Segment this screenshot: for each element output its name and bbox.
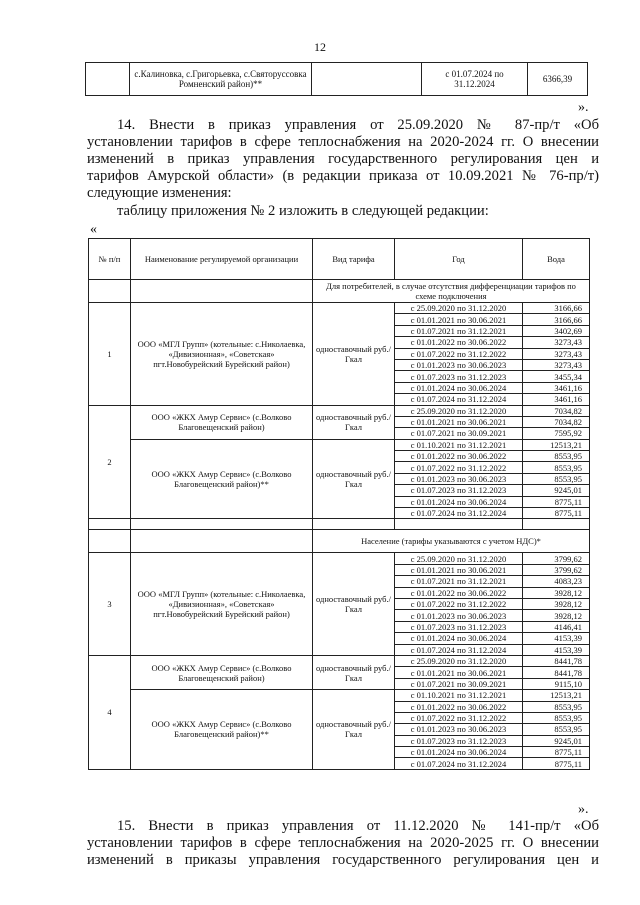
water-value-cell: 4153,39 [523,633,590,644]
tariff-table [88,238,590,770]
row-number: 3 [89,553,131,656]
section-heading-consumers: Для потребителей, в случае отсутствия дифференциации тарифов по схеме подключения [313,280,590,303]
period-cell: с 01.07.2021 по 31.12.2021 [395,325,523,336]
row-number: 4 [89,655,131,769]
period-cell: с 01.10.2021 по 31.12.2021 [395,690,523,701]
blank-cell [89,519,131,530]
water-value-cell: 12513,21 [523,690,590,701]
org-name: ООО «ЖКХ Амур Сервис» (с.Волково Благовещенский район)** [131,690,313,770]
section-row [89,280,590,303]
period-cell: с 01.01.2023 по 30.06.2023 [395,473,523,484]
period-cell: с 01.01.2021 по 30.06.2021 [395,416,523,427]
item14-line-3: изменений в приказ управления государственного регулирования цен и [87,151,599,167]
period-cell: с 01.01.2022 по 30.06.2022 [395,337,523,348]
water-value-cell: 3166,66 [523,314,590,325]
section-blank [131,280,313,303]
water-value-cell: 7595,92 [523,428,590,439]
item14-line-1: 14. Внести в приказ управления от 25.09.2020 № 87-пр/т «Об [117,117,599,133]
header-num: № п/п [89,239,131,280]
continued-table-fragment [85,62,588,96]
period-cell: с 01.01.2022 по 30.06.2022 [395,587,523,598]
table-header-row [89,239,590,280]
period-cell: с 01.01.2023 по 30.06.2023 [395,359,523,370]
blank-cell [395,519,523,530]
water-value-cell: 3273,43 [523,348,590,359]
water-value-cell: 8775,11 [523,758,590,769]
water-value-cell: 3799,62 [523,564,590,575]
item-15-paragraph [87,818,599,869]
water-value-cell: 9245,01 [523,485,590,496]
water-value-cell: 7034,82 [523,416,590,427]
table-row [89,690,590,701]
org-name: ООО «МГЛ Групп» (котельные: с.Николаевка, «Дивизионная», «Советская» пгт.Новобурейский Бурейский район) [131,303,313,406]
water-value-cell: 4083,23 [523,576,590,587]
water-value-cell: 8553,95 [523,712,590,723]
water-value-cell: 4146,41 [523,621,590,632]
period-cell: с 01.01.2023 по 30.06.2023 [395,610,523,621]
page-number: 12 [314,40,326,54]
top-close-quote: ». [578,100,589,115]
period-cell: с 01.07.2021 по 30.09.2021 [395,678,523,689]
top-period-cell: с 01.07.2024 по 31.12.2024 [422,63,528,96]
period-cell: с 25.09.2020 по 31.12.2020 [395,303,523,314]
period-cell: с 01.07.2024 по 31.12.2024 [395,394,523,405]
blank-cell [131,519,313,530]
water-value-cell: 9245,01 [523,735,590,746]
tariff-type: одноставочный руб./Гкал [313,303,395,406]
period-cell: с 01.07.2024 по 31.12.2024 [395,644,523,655]
period-cell: с 01.01.2021 по 30.06.2021 [395,667,523,678]
period-cell: с 01.01.2021 по 30.06.2021 [395,314,523,325]
water-value-cell: 3928,12 [523,598,590,609]
period-cell: с 01.10.2021 по 31.12.2021 [395,439,523,450]
table-row [89,303,590,314]
water-value-cell: 3455,34 [523,371,590,382]
water-value-cell: 3166,66 [523,303,590,314]
table-close-quote: ». [578,802,589,817]
period-cell: с 01.07.2023 по 31.12.2023 [395,621,523,632]
tariff-type: одноставочный руб./Гкал [313,690,395,770]
water-value-cell: 3461,16 [523,394,590,405]
table-row [89,655,590,666]
period-cell: с 01.07.2021 по 31.12.2021 [395,576,523,587]
period-cell: с 25.09.2020 по 31.12.2020 [395,405,523,416]
header-water: Вода [523,239,590,280]
blank-cell [313,519,395,530]
period-cell: с 01.01.2024 по 30.06.2024 [395,382,523,393]
water-value-cell: 8553,95 [523,701,590,712]
section-blank [89,280,131,303]
water-value-cell: 8775,11 [523,747,590,758]
table-row [89,405,590,416]
header-year: Год [395,239,523,280]
period-cell: с 01.01.2021 по 30.06.2021 [395,564,523,575]
item15-line-3: изменений в приказы управления государственного регулирования цен и [87,852,599,868]
tariff-type: одноставочный руб./Гкал [313,405,395,439]
water-value-cell: 8775,11 [523,496,590,507]
section-row [89,530,590,553]
water-value-cell: 8553,95 [523,473,590,484]
water-value-cell: 3273,43 [523,359,590,370]
period-cell: с 01.01.2024 по 30.06.2024 [395,747,523,758]
tariff-type: одноставочный руб./Гкал [313,655,395,689]
period-cell: с 25.09.2020 по 31.12.2020 [395,553,523,564]
water-value-cell: 3928,12 [523,610,590,621]
item14-line-2: установлении тарифов в сфере теплоснабжения на 2020-2024 гг. О внесении [87,134,599,150]
section-blank [89,530,131,553]
period-cell: с 01.07.2022 по 31.12.2022 [395,598,523,609]
header-org: Наименование регулируемой организации [131,239,313,280]
water-value-cell: 7034,82 [523,405,590,416]
open-quote: « [90,222,97,237]
period-cell: с 01.01.2024 по 30.06.2024 [395,496,523,507]
period-cell: с 01.07.2022 по 31.12.2022 [395,348,523,359]
water-value-cell: 3461,16 [523,382,590,393]
water-value-cell: 3402,69 [523,325,590,336]
blank-row [89,519,590,530]
water-value-cell: 9115,10 [523,678,590,689]
item14-line-5: следующие изменения: [87,185,232,201]
item14-line-4: тарифов Амурской области» (в редакции приказа от 10.09.2021 № 76-пр/т) [87,168,599,184]
item15-line-2: установлении тарифов в сфере теплоснабжения на 2020-2025 гг. О внесении [87,835,599,851]
table-row [89,439,590,450]
item14-line-6: таблицу приложения № 2 изложить в следующей редакции: [117,203,489,219]
water-value-cell: 8553,95 [523,451,590,462]
period-cell: с 01.07.2021 по 30.09.2021 [395,428,523,439]
org-name: ООО «МГЛ Групп» (котельные: с.Николаевка, «Дивизионная», «Советская» пгт.Новобурейский Бурейский район) [131,553,313,656]
table-row [89,553,590,564]
water-value-cell: 8553,95 [523,462,590,473]
water-value-cell: 8441,78 [523,655,590,666]
period-cell: с 01.07.2023 по 31.12.2023 [395,485,523,496]
blank-cell [523,519,590,530]
period-cell: с 01.07.2023 по 31.12.2023 [395,371,523,382]
water-value-cell: 8775,11 [523,508,590,519]
period-cell: с 01.01.2022 по 30.06.2022 [395,701,523,712]
row-number: 2 [89,405,131,519]
period-cell: с 01.07.2022 по 31.12.2022 [395,462,523,473]
tariff-type: одноставочный руб./Гкал [313,439,395,519]
water-value-cell: 3273,43 [523,337,590,348]
period-cell: с 01.01.2022 по 30.06.2022 [395,451,523,462]
org-name: ООО «ЖКХ Амур Сервис» (с.Волково Благовещенский район) [131,405,313,439]
period-cell: с 25.09.2020 по 31.12.2020 [395,655,523,666]
period-cell: с 01.07.2023 по 31.12.2023 [395,735,523,746]
section-blank [131,530,313,553]
item15-line-1: 15. Внести в приказ управления от 11.12.2020 № 141-пр/т «Об [117,818,599,834]
row-number: 1 [89,303,131,406]
section-heading-population: Население (тарифы указываются с учетом НДС)* [313,530,590,553]
period-cell: с 01.01.2024 по 30.06.2024 [395,633,523,644]
period-cell: с 01.07.2024 по 31.12.2024 [395,758,523,769]
header-type: Вид тарифа [313,239,395,280]
org-name: ООО «ЖКХ Амур Сервис» (с.Волково Благовещенский район)** [131,439,313,519]
top-org-cell: с.Калиновка, с.Григорьевка, с.Святоруссовка Ромненский район)** [130,63,312,96]
top-value-cell: 6366,39 [528,63,588,96]
tariff-type: одноставочный руб./Гкал [313,553,395,656]
water-value-cell: 3928,12 [523,587,590,598]
water-value-cell: 12513,21 [523,439,590,450]
period-cell: с 01.01.2023 по 30.06.2023 [395,724,523,735]
water-value-cell: 8553,95 [523,724,590,735]
period-cell: с 01.07.2022 по 31.12.2022 [395,712,523,723]
water-value-cell: 8441,78 [523,667,590,678]
org-name: ООО «ЖКХ Амур Сервис» (с.Волково Благовещенский район) [131,655,313,689]
period-cell: с 01.07.2024 по 31.12.2024 [395,508,523,519]
water-value-cell: 3799,62 [523,553,590,564]
water-value-cell: 4153,39 [523,644,590,655]
item-14-paragraph [87,117,599,220]
